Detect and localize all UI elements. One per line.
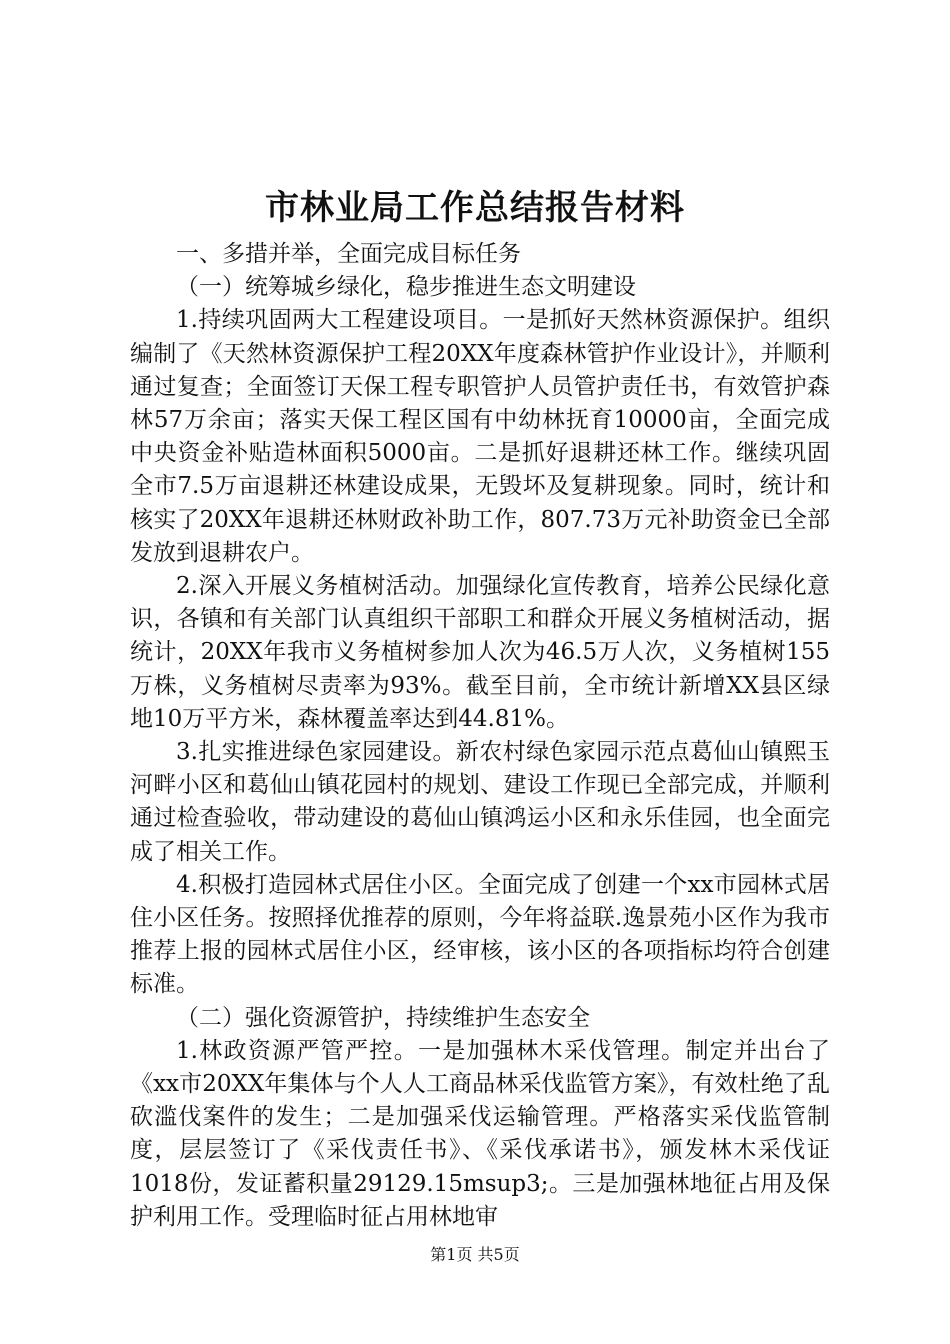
section-heading-1: 一、多措并举，全面完成目标任务 xyxy=(176,241,521,267)
page-footer: 第1页 共5页 xyxy=(430,1245,520,1264)
paragraph-5: 1.林政资源严管严控。一是加强林木采伐管理。制定并出台了《xx市20XX年集体与个人人工商品林采伐监管方案》，有效杜绝了乱砍滥伐案件的发生；二是加强采伐运输管理。严格落实采伐监管制度，层层签订了《采伐责任书》、《采伐承诺书》，颁发林木采伐证1018份，发证蓄积量29129.15msup3;。三是加强林地征占用及保护利用工作。受理临时征占用林地审 xyxy=(130,1037,830,1230)
paragraph-3: 3.扎实推进绿色家园建设。新农村绿色家园示范点葛仙山镇熙玉河畔小区和葛仙山镇花园村的规划、建设工作现已全部完成，并顺利通过检查验收，带动建设的葛仙山镇鸿运小区和永乐佳园，也全面完成了相关工作。 xyxy=(130,739,830,865)
paragraph-1: 1.持续巩固两大工程建设项目。一是抓好天然林资源保护。组织编制了《天然林资源保护工程20XX年度森林管护作业设计》，并顺利通过复查；全面签订天保工程专职管护人员管护责任书，有效管护森林57万余亩；落实天保工程区国有中幼林抚育10000亩，全面完成中央资金补贴造林面积5000亩。二是抓好退耕还林工作。继续巩固全市7.5万亩退耕还林建设成果，无毁坏及复耕现象。同时，统计和核实了20XX年退耕还林财政补助工作，807.73万元补助资金已全部发放到退耕农户。 xyxy=(130,307,830,566)
subsection-heading-1: （一）统筹城乡绿化，稳步推进生态文明建设 xyxy=(176,274,636,301)
page-title: 市林业局工作总结报告材料 xyxy=(265,188,685,228)
paragraph-2: 2.深入开展义务植树活动。加强绿化宣传教育，培养公民绿化意识，各镇和有关部门认真组织干部职工和群众开展义务植树活动，据统计，20XX年我市义务植树参加人次为46.5万人次，义务植树155万株，义务植树尽责率为93%。截至目前，全市统计新增XX县区绿地10万平方米，森林覆盖率达到44.81%。 xyxy=(130,573,830,732)
document-body xyxy=(130,238,830,1234)
paragraph-4: 4.积极打造园林式居住小区。全面完成了创建一个xx市园林式居住小区任务。按照择优推荐的原则，今年将益联.逸景苑小区作为我市推荐上报的园林式居住小区，经审核，该小区的各项指标均符合创建标准。 xyxy=(130,871,830,998)
subsection-heading-2: （二）强化资源管护，持续维护生态安全 xyxy=(176,1004,590,1031)
